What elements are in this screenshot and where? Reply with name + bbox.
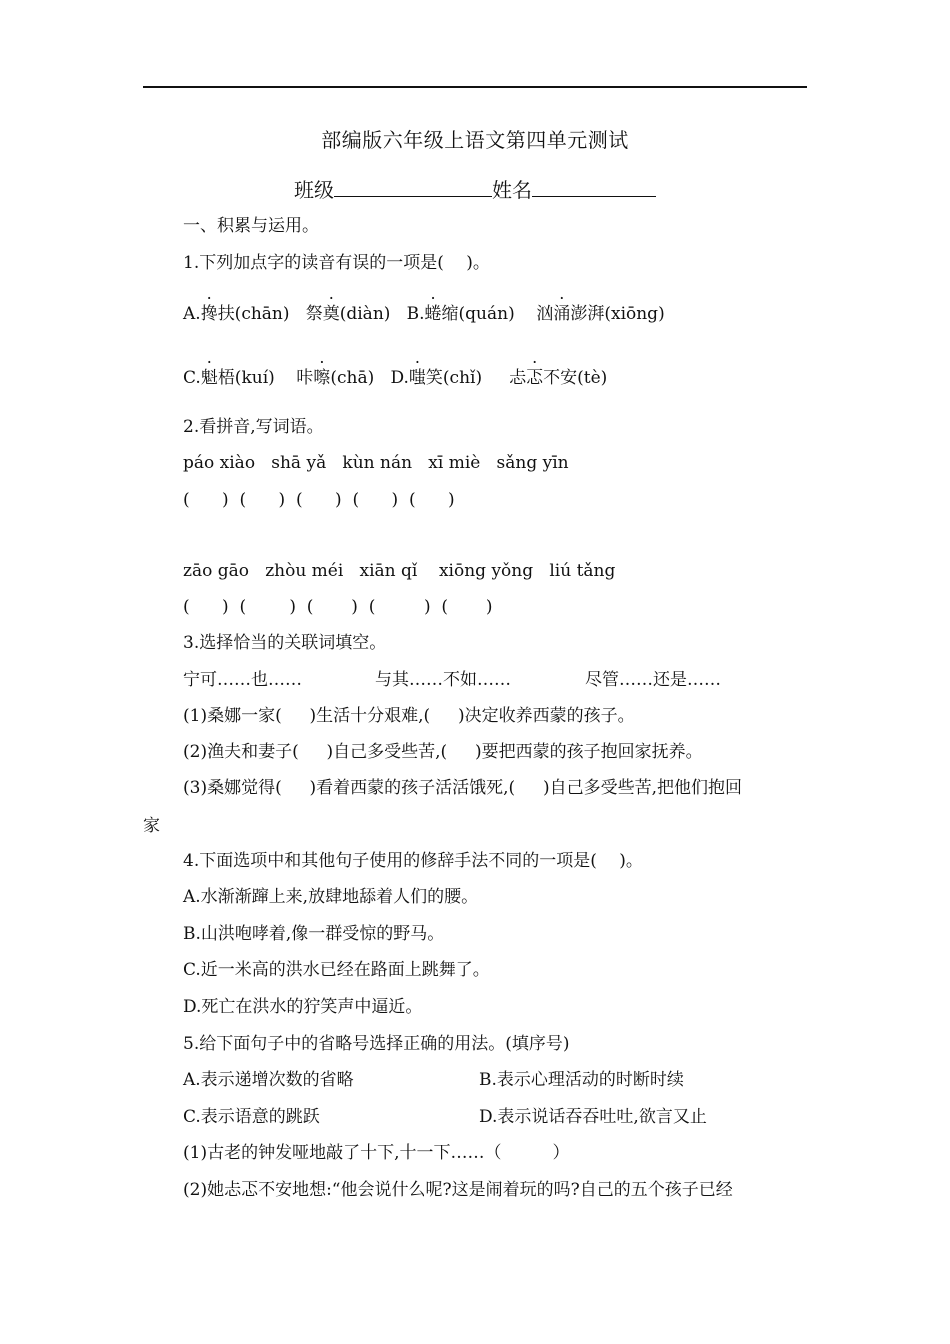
header-rule (143, 86, 807, 88)
class-label: 班级 (294, 178, 334, 202)
q2-stem: 2.看拼音,写词语。 (183, 417, 324, 437)
q2-blanks-row-2[interactable]: ( ) ( ) ( ) ( ) ( ) (183, 597, 493, 617)
q3-sentence-3-cont: 家 (143, 816, 160, 836)
q3-sentence-1: (1)桑娜一家( )生活十分艰难,( )决定收养西蒙的孩子。 (183, 706, 635, 726)
q5-options-row-1 (183, 1069, 684, 1091)
q3-sentence-2: (2)渔夫和妻子( )自己多受些苦,( )要把西蒙的孩子抱回家抚养。 (183, 742, 703, 762)
q4-option-c: C.近一米高的洪水已经在路面上跳舞了。 (183, 960, 490, 980)
q5-option-c: C.表示语意的跳跃 (183, 1107, 320, 1127)
q4-option-a: A.水渐渐蹿上来,放肆地舔着人们的腰。 (183, 887, 479, 907)
student-info-line (0, 174, 950, 203)
q4-option-d: D.死亡在洪水的狞笑声中逼近。 (183, 997, 423, 1017)
page-title: 部编版六年级上语文第四单元测试 (321, 128, 629, 152)
dotted-char: 蜷 (424, 304, 442, 324)
q4-stem: 4.下面选项中和其他句子使用的修辞手法不同的一项是( )。 (183, 851, 643, 871)
q3-stem: 3.选择恰当的关联词填空。 (183, 633, 387, 653)
q2-blanks-row-1[interactable]: ( ) ( ) ( ) ( ) ( ) (183, 490, 455, 510)
dotted-char: 忑 (526, 368, 544, 388)
name-blank[interactable] (532, 176, 656, 197)
dotted-char: 嗤 (408, 368, 426, 388)
q5-option-d: D.表示说话吞吞吐吐,欲言又止 (479, 1107, 707, 1127)
q1-stem: 1.下列加点字的读音有误的一项是( )。 (183, 253, 490, 273)
q5-stem: 5.给下面句子中的省略号选择正确的用法。(填序号) (183, 1034, 570, 1054)
section-heading: 一、积累与运用。 (183, 216, 319, 236)
q5-option-b: B.表示心理活动的时断时续 (479, 1070, 684, 1090)
dotted-char: 魁 (200, 368, 218, 388)
q2-pinyin-row-2: zāo gāo zhòu méi xiān qǐ xiōng yǒng liú tǎng (183, 561, 616, 581)
q2-pinyin-row-1: páo xiào shā yǎ kùn nán xī miè sǎng yīn (183, 453, 569, 473)
q3-options (183, 669, 721, 691)
dotted-char: 搀 (200, 304, 218, 324)
class-blank[interactable] (334, 176, 492, 197)
q3-option: 尽管……还是…… (585, 670, 721, 690)
name-label: 姓名 (492, 178, 532, 202)
q1-line-ab: A.搀扶(chān) 祭奠(diàn) B.蜷缩(quán) 汹涌澎湃(xiōng) (183, 304, 665, 324)
dotted-char: 涌 (553, 304, 571, 324)
q5-sentence-1: (1)古老的钟发哑地敲了十下,十一下……（ ） (183, 1143, 570, 1163)
q5-options-row-2 (183, 1106, 707, 1128)
dotted-char: 奠 (322, 304, 340, 324)
q5-sentence-2: (2)她忐忑不安地想:“他会说什么呢?这是闹着玩的吗?自己的五个孩子已经 (183, 1180, 733, 1200)
q3-sentence-3: (3)桑娜觉得( )看着西蒙的孩子活活饿死,( )自己多受些苦,把他们抱回 (183, 778, 743, 798)
q1-line-cd: C.魁梧(kuí) 咔嚓(chā) D.嗤笑(chǐ) 忐忑不安(tè) (183, 368, 608, 388)
q3-option: 与其……不如…… (375, 670, 511, 690)
q5-option-a: A.表示递增次数的省略 (183, 1070, 354, 1090)
q4-option-b: B.山洪咆哮着,像一群受惊的野马。 (183, 924, 445, 944)
q3-option: 宁可……也…… (183, 670, 302, 690)
dotted-char: 嚓 (313, 368, 331, 388)
